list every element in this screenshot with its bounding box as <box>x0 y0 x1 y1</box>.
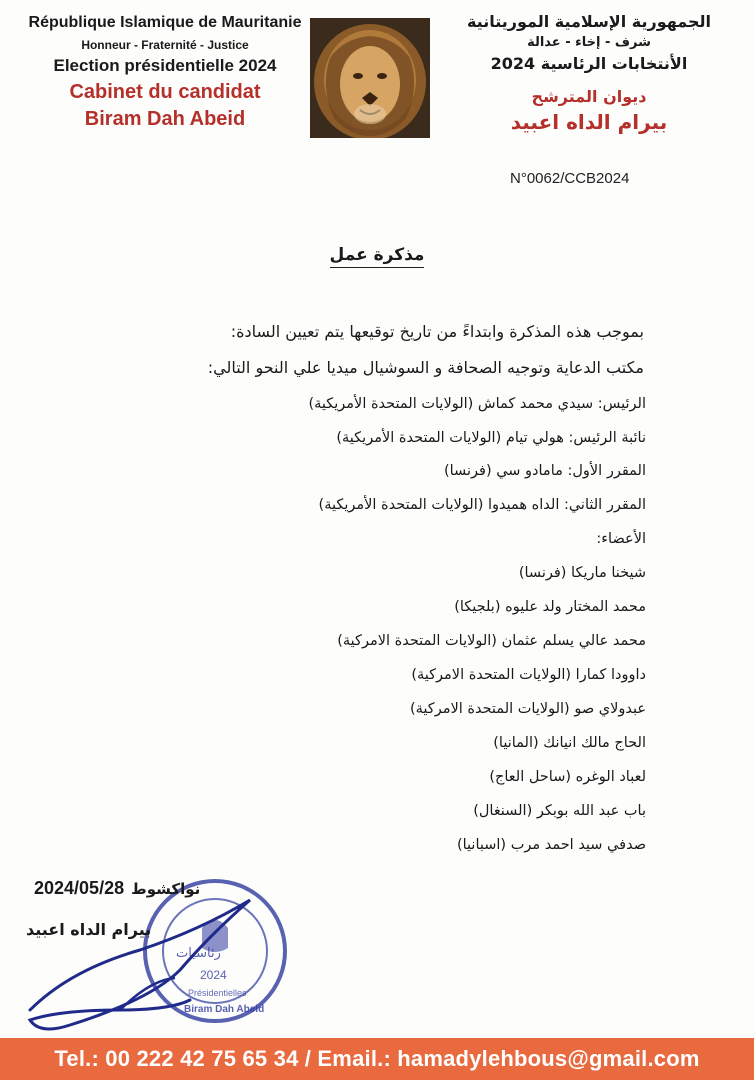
stamp-text-year: 2024 <box>200 968 227 982</box>
footer-contact: Tel.: 00 222 42 75 65 34 / Email.: hamadylehbous@gmail.com <box>54 1046 700 1071</box>
list-item: الحاج مالك انيانك (المانيا) <box>493 735 646 751</box>
list-item: صدفي سيد احمد مرب (اسبانيا) <box>456 837 646 853</box>
list-item: شيخنا ماريكا (فرنسا) <box>518 565 646 581</box>
motto-ar: شرف - إخاء - عدالة <box>527 35 651 50</box>
list-item: لعباد الوغره (ساحل العاج) <box>489 769 646 785</box>
footer-bar <box>0 1038 754 1080</box>
list-item: باب عبد الله بوبكر (السنغال) <box>473 803 646 819</box>
reference-number: N°0062/CCB2024 <box>510 170 630 187</box>
header-french <box>0 14 330 131</box>
members-heading: الأعضاء: <box>596 531 646 547</box>
list-item: نائبة الرئيس: هولي تيام (الولايات المتحدة الأمريكية) <box>336 430 646 446</box>
list-item: داوودا كمارا (الولايات المتحدة الامركية) <box>411 667 646 683</box>
header-arabic <box>424 12 754 134</box>
candidate-name-ar: بيرام الداه اعبيد <box>510 110 668 134</box>
cabinet-title-fr: Cabinet du candidat <box>69 81 261 103</box>
place-value: نواكشوط <box>131 880 201 898</box>
memo-title <box>0 245 754 265</box>
list-item: محمد المختار ولد عليوه (بلجيكا) <box>454 599 646 615</box>
cabinet-title-ar: ديوان المترشح <box>531 87 647 106</box>
motto-fr: Honneur - Fraternité - Justice <box>81 38 249 52</box>
stamp-text-ar: رئاسيات <box>176 946 221 961</box>
memo-title-text: مذكرة عمل <box>330 245 425 268</box>
handwritten-signature <box>0 860 380 1060</box>
list-item: عبدولاي صو (الولايات المتحدة الامركية) <box>409 701 646 717</box>
election-title-ar: الأنتخابات الرئاسية 2024 <box>490 54 688 73</box>
list-item: المقرر الأول: مامادو سي (فرنسا) <box>443 463 646 479</box>
stamp-text-name: Biram Dah Abeid <box>184 1004 265 1015</box>
list-item: محمد عالي يسلم عثمان (الولايات المتحدة الامركية) <box>337 633 646 649</box>
candidate-name-fr: Biram Dah Abeid <box>84 108 246 130</box>
stamp-text-fr: Présidentielles <box>188 988 247 998</box>
country-name-fr: République Islamique de Mauritanie <box>28 14 302 31</box>
memo-intro: بموجب هذه المذكرة وابتداءً من تاريخ توقيعها يتم تعيين السادة: <box>230 322 644 341</box>
list-item: الرئيس: سيدي محمد كماش (الولايات المتحدة الأمريكية) <box>308 396 646 412</box>
memo-subject: مكتب الدعاية وتوجيه الصحافة و السوشيال ميديا علي النحو التالي: <box>207 358 644 377</box>
date-value: 2024/05/28 <box>34 878 125 898</box>
country-name-ar: الجمهورية الإسلامية الموريتانية <box>466 12 712 31</box>
lion-head-icon <box>310 18 430 138</box>
list-item: المقرر الثاني: الداه هميدوا (الولايات المتحدة الأمريكية) <box>318 497 646 513</box>
signer-name: بيرام الداه اعبيد <box>26 920 152 939</box>
election-title-fr: Election présidentielle 2024 <box>53 56 277 75</box>
